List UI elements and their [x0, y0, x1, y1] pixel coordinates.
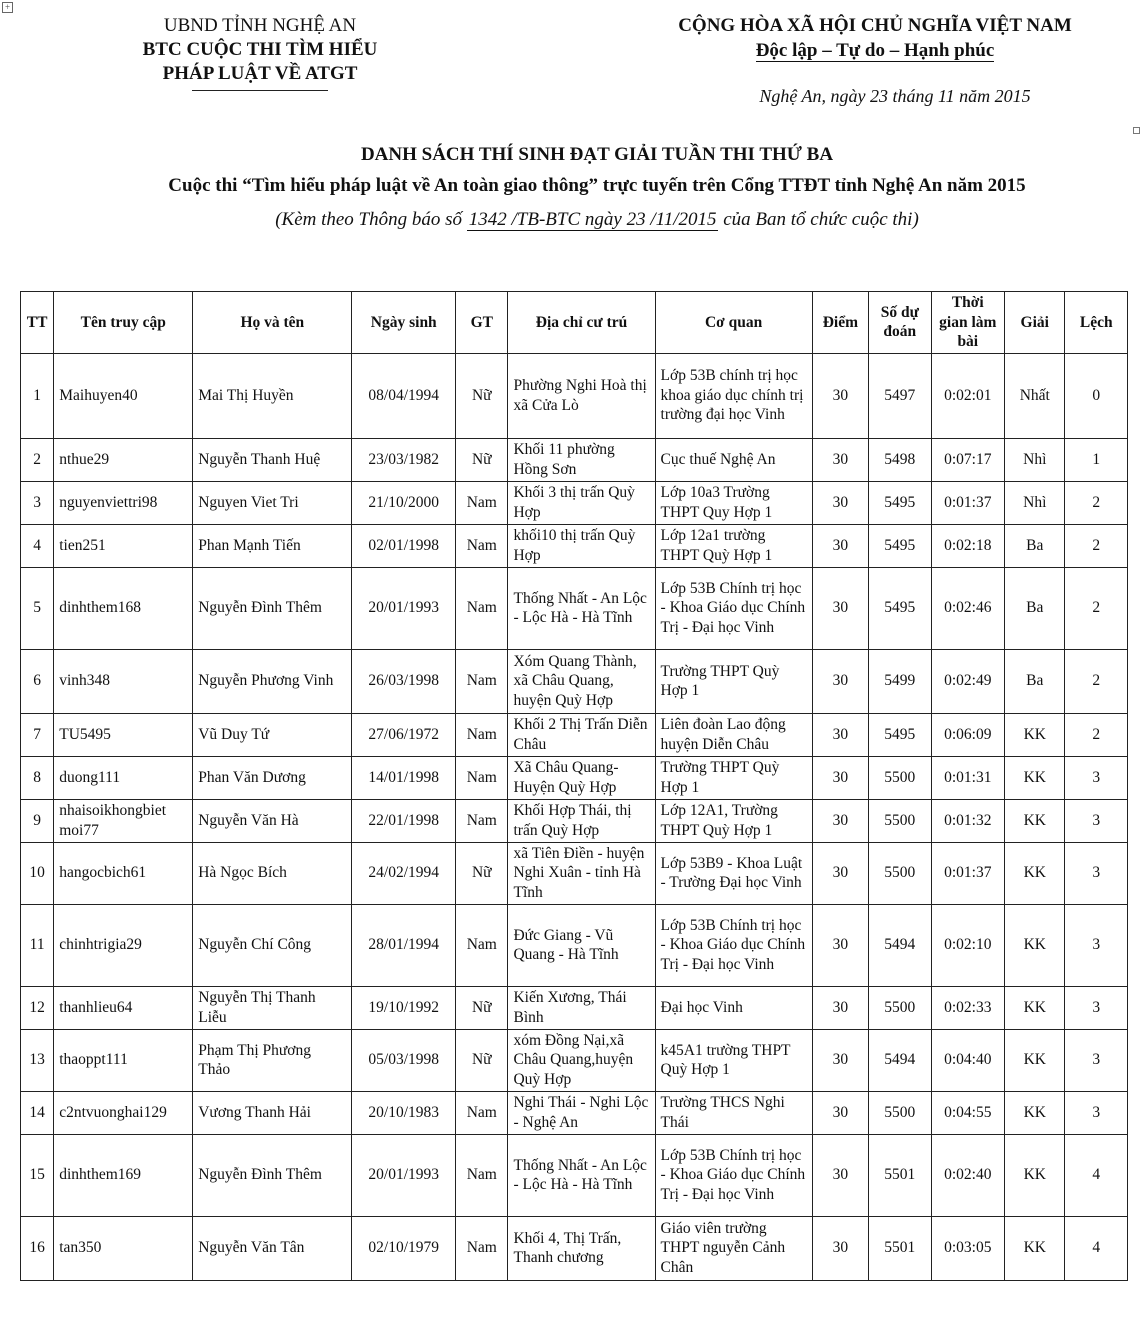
cell-index: 10 — [21, 842, 54, 904]
table-row — [21, 524, 1128, 567]
cell-username: nthue29 — [54, 438, 193, 481]
document-subtitle: Cuộc thi “Tìm hiểu pháp luật về An toàn giao thông” trực tuyến trên Cổng TTĐT tỉnh Nghệ An năm 2015 — [168, 175, 1026, 196]
cell-prediction: 5494 — [869, 1029, 931, 1091]
table-header-row — [21, 292, 1128, 354]
cell-full-name: Nguyễn Thị Thanh Liễu — [193, 986, 352, 1029]
cell-birth-date: 20/01/1993 — [352, 1134, 456, 1216]
table-body — [21, 353, 1128, 1280]
cell-address: Xã Châu Quang- Huyện Quỳ Hợp — [508, 756, 655, 799]
cell-deviation: 2 — [1065, 713, 1128, 756]
cell-prediction: 5495 — [869, 567, 931, 649]
cell-prediction: 5498 — [869, 438, 931, 481]
cell-index: 13 — [21, 1029, 54, 1091]
cell-birth-date: 21/10/2000 — [352, 481, 456, 524]
header-cell: Địa chỉ cư trú — [508, 292, 655, 354]
cell-address: Khối 3 thị trấn Quỳ Hợp — [508, 481, 655, 524]
cell-deviation: 2 — [1065, 649, 1128, 713]
cell-duration: 0:07:17 — [931, 438, 1005, 481]
cell-duration: 0:03:05 — [931, 1216, 1005, 1280]
cell-deviation: 3 — [1065, 756, 1128, 799]
issuer-line-3: PHÁP LUẬT VỀ ATGT — [162, 63, 358, 84]
table-row — [21, 986, 1128, 1029]
cell-index: 5 — [21, 567, 54, 649]
cell-address: Xóm Quang Thành, xã Châu Quang, huyện Quỳ Hợp — [508, 649, 655, 713]
cell-username: hangocbich61 — [54, 842, 193, 904]
cell-prediction: 5500 — [869, 842, 931, 904]
cell-gender: Nam — [456, 481, 508, 524]
header-cell: Giải — [1005, 292, 1065, 354]
cell-prize: KK — [1005, 1091, 1065, 1134]
cell-birth-date: 26/03/1998 — [352, 649, 456, 713]
cell-index: 8 — [21, 756, 54, 799]
cell-duration: 0:01:32 — [931, 799, 1005, 842]
cell-organization: Đại học Vinh — [655, 986, 812, 1029]
cell-index: 11 — [21, 904, 54, 986]
cell-organization: Lớp 12A1, Trường THPT Quỳ Hợp 1 — [655, 799, 812, 842]
cell-prize: Nhì — [1005, 438, 1065, 481]
cell-address: Thống Nhất - An Lộc - Lộc Hà - Hà Tĩnh — [508, 1134, 655, 1216]
cell-address: xóm Đồng Nại,xã Châu Quang,huyện Quỳ Hợp — [508, 1029, 655, 1091]
cell-score: 30 — [812, 713, 868, 756]
cell-deviation: 3 — [1065, 986, 1128, 1029]
cell-username: thanhlieu64 — [54, 986, 193, 1029]
cell-score: 30 — [812, 353, 868, 438]
cell-index: 1 — [21, 353, 54, 438]
move-handle-icon[interactable]: + — [2, 2, 13, 13]
cell-gender: Nam — [456, 799, 508, 842]
cell-prize: Ba — [1005, 649, 1065, 713]
cell-address: Nghi Thái - Nghi Lộc - Nghệ An — [508, 1091, 655, 1134]
cell-username: dinhthem168 — [54, 567, 193, 649]
table-row — [21, 649, 1128, 713]
national-heading — [640, 14, 1110, 64]
table-row — [21, 799, 1128, 842]
cell-duration: 0:04:55 — [931, 1091, 1005, 1134]
cell-username: nhaisoikhongbiet moi77 — [54, 799, 193, 842]
cell-organization: Lớp 53B9 - Khoa Luật - Trường Đại học Vinh — [655, 842, 812, 904]
issuer-block — [110, 14, 410, 91]
cell-full-name: Mai Thị Huyền — [193, 353, 352, 438]
cell-organization: Giáo viên trường THPT nguyễn Cảnh Chân — [655, 1216, 812, 1280]
cell-birth-date: 05/03/1998 — [352, 1029, 456, 1091]
cell-score: 30 — [812, 756, 868, 799]
cell-index: 7 — [21, 713, 54, 756]
cell-address: Kiến Xương, Thái Bình — [508, 986, 655, 1029]
cell-birth-date: 23/03/1982 — [352, 438, 456, 481]
cell-full-name: Phan Văn Dương — [193, 756, 352, 799]
cell-score: 30 — [812, 481, 868, 524]
note-reference: 1342 /TB-BTC ngày 23 /11/2015 — [468, 209, 717, 230]
cell-address: xã Tiên Điền - huyện Nghi Xuân - tỉnh Hà Tĩnh — [508, 842, 655, 904]
cell-address: Khối 11 phường Hồng Sơn — [508, 438, 655, 481]
table-row — [21, 567, 1128, 649]
table-row — [21, 756, 1128, 799]
cell-address: khối10 thị trấn Quỳ Hợp — [508, 524, 655, 567]
cell-full-name: Nguyễn Thanh Huệ — [193, 438, 352, 481]
cell-full-name: Nguyễn Đình Thêm — [193, 1134, 352, 1216]
header-cell: GT — [456, 292, 508, 354]
cell-score: 30 — [812, 524, 868, 567]
cell-prediction: 5500 — [869, 756, 931, 799]
issuer-divider — [192, 90, 328, 91]
cell-deviation: 2 — [1065, 481, 1128, 524]
cell-username: tien251 — [54, 524, 193, 567]
cell-address: Khối 2 Thị Trấn Diễn Châu — [508, 713, 655, 756]
cell-username: vinh348 — [54, 649, 193, 713]
cell-full-name: Nguyễn Văn Tân — [193, 1216, 352, 1280]
cell-prize: Ba — [1005, 567, 1065, 649]
table-row — [21, 1134, 1128, 1216]
cell-prediction: 5495 — [869, 481, 931, 524]
cell-prediction: 5500 — [869, 799, 931, 842]
cell-prediction: 5499 — [869, 649, 931, 713]
cell-duration: 0:06:09 — [931, 713, 1005, 756]
cell-duration: 0:02:01 — [931, 353, 1005, 438]
table-row — [21, 481, 1128, 524]
cell-index: 12 — [21, 986, 54, 1029]
cell-deviation: 1 — [1065, 438, 1128, 481]
cell-duration: 0:01:37 — [931, 842, 1005, 904]
cell-gender: Nam — [456, 1134, 508, 1216]
cell-prize: KK — [1005, 1134, 1065, 1216]
cell-birth-date: 28/01/1994 — [352, 904, 456, 986]
cell-duration: 0:02:40 — [931, 1134, 1005, 1216]
cell-username: Maihuyen40 — [54, 353, 193, 438]
cell-deviation: 2 — [1065, 567, 1128, 649]
cell-prize: Ba — [1005, 524, 1065, 567]
cell-duration: 0:02:49 — [931, 649, 1005, 713]
header-cell: Ngày sinh — [352, 292, 456, 354]
cell-organization: Trường THPT Quỳ Hợp 1 — [655, 649, 812, 713]
cell-organization: Lớp 53B Chính trị học - Khoa Giáo dục Chính Trị - Đại học Vinh — [655, 567, 812, 649]
table-row — [21, 1029, 1128, 1091]
cell-prize: KK — [1005, 904, 1065, 986]
cell-birth-date: 20/10/1983 — [352, 1091, 456, 1134]
cell-prediction: 5500 — [869, 1091, 931, 1134]
cell-score: 30 — [812, 1029, 868, 1091]
cell-organization: Liên đoàn Lao động huyện Diễn Châu — [655, 713, 812, 756]
header-cell: Lệch — [1065, 292, 1128, 354]
cell-prediction: 5500 — [869, 986, 931, 1029]
cell-deviation: 3 — [1065, 799, 1128, 842]
cell-username: chinhtrigia29 — [54, 904, 193, 986]
cell-gender: Nam — [456, 649, 508, 713]
table-row — [21, 353, 1128, 438]
document-title: DANH SÁCH THÍ SINH ĐẠT GIẢI TUẦN THI THỨ BA — [360, 144, 834, 165]
cell-deviation: 3 — [1065, 1029, 1128, 1091]
cell-username: thaoppt111 — [54, 1029, 193, 1091]
cell-full-name: Nguyễn Chí Công — [193, 904, 352, 986]
cell-prize: KK — [1005, 1029, 1065, 1091]
cell-username: duong111 — [54, 756, 193, 799]
cell-birth-date: 14/01/1998 — [352, 756, 456, 799]
cell-prize: KK — [1005, 713, 1065, 756]
national-motto: Độc lập – Tự do – Hạnh phúc — [755, 40, 995, 61]
cell-address: Đức Giang - Vũ Quang - Hà Tĩnh — [508, 904, 655, 986]
cell-birth-date: 08/04/1994 — [352, 353, 456, 438]
cell-prize: KK — [1005, 986, 1065, 1029]
table-row — [21, 1216, 1128, 1280]
cell-organization: Lớp 12a1 trường THPT Quỳ Hợp 1 — [655, 524, 812, 567]
cell-score: 30 — [812, 567, 868, 649]
cell-gender: Nam — [456, 756, 508, 799]
cell-score: 30 — [812, 904, 868, 986]
cell-username: c2ntvuonghai129 — [54, 1091, 193, 1134]
header-cell: Tên truy cập — [54, 292, 193, 354]
results-table — [20, 291, 1128, 1281]
cell-prize: KK — [1005, 1216, 1065, 1280]
cell-gender: Nữ — [456, 842, 508, 904]
cell-username: dinhthem169 — [54, 1134, 193, 1216]
table-row — [21, 904, 1128, 986]
cell-deviation: 3 — [1065, 842, 1128, 904]
cell-duration: 0:02:46 — [931, 567, 1005, 649]
cell-birth-date: 22/01/1998 — [352, 799, 456, 842]
table-row — [21, 842, 1128, 904]
cell-score: 30 — [812, 799, 868, 842]
cell-prediction: 5495 — [869, 713, 931, 756]
cell-birth-date: 27/06/1972 — [352, 713, 456, 756]
header-cell: TT — [21, 292, 54, 354]
cell-organization: Lớp 53B Chính trị học - Khoa Giáo dục Chính Trị - Đại học Vinh — [655, 904, 812, 986]
cell-prediction: 5501 — [869, 1134, 931, 1216]
table-row — [21, 713, 1128, 756]
title-block — [0, 140, 1144, 236]
cell-score: 30 — [812, 1091, 868, 1134]
cell-address: Phường Nghi Hoà thị xã Cửa Lò — [508, 353, 655, 438]
cell-duration: 0:01:37 — [931, 481, 1005, 524]
cell-prize: Nhất — [1005, 353, 1065, 438]
cell-birth-date: 19/10/1992 — [352, 986, 456, 1029]
cell-full-name: Phan Mạnh Tiến — [193, 524, 352, 567]
cell-organization: Cục thuế Nghệ An — [655, 438, 812, 481]
cell-score: 30 — [812, 649, 868, 713]
cell-index: 16 — [21, 1216, 54, 1280]
cell-gender: Nam — [456, 904, 508, 986]
cell-prediction: 5494 — [869, 904, 931, 986]
national-name: CỘNG HÒA XÃ HỘI CHỦ NGHĨA VIỆT NAM — [678, 15, 1072, 36]
cell-prize: KK — [1005, 756, 1065, 799]
cell-prediction: 5501 — [869, 1216, 931, 1280]
cell-organization: Trường THPT Quỳ Hợp 1 — [655, 756, 812, 799]
cell-index: 3 — [21, 481, 54, 524]
cell-deviation: 0 — [1065, 353, 1128, 438]
cell-duration: 0:01:31 — [931, 756, 1005, 799]
note-prefix: (Kèm theo Thông báo số — [275, 209, 467, 230]
cell-score: 30 — [812, 842, 868, 904]
cell-deviation: 4 — [1065, 1134, 1128, 1216]
issuer-line-2: BTC CUỘC THI TÌM HIỂU — [142, 39, 378, 60]
cell-duration: 0:02:10 — [931, 904, 1005, 986]
issuer-line-1: UBND TỈNH NGHỆ AN — [163, 15, 357, 36]
cell-gender: Nữ — [456, 986, 508, 1029]
attachment-note — [0, 204, 1144, 236]
cell-gender: Nam — [456, 567, 508, 649]
header-cell: Số dự đoán — [869, 292, 931, 354]
cell-duration: 0:02:18 — [931, 524, 1005, 567]
cell-deviation: 3 — [1065, 1091, 1128, 1134]
cell-gender: Nam — [456, 524, 508, 567]
cell-username: TU5495 — [54, 713, 193, 756]
cell-organization: Trường THCS Nghi Thái — [655, 1091, 812, 1134]
cell-gender: Nữ — [456, 1029, 508, 1091]
cell-index: 15 — [21, 1134, 54, 1216]
cell-prediction: 5495 — [869, 524, 931, 567]
cell-gender: Nam — [456, 713, 508, 756]
cell-birth-date: 20/01/1993 — [352, 567, 456, 649]
cell-username: nguyenviettri98 — [54, 481, 193, 524]
cell-address: Khối Hợp Thái, thị trấn Quỳ Hợp — [508, 799, 655, 842]
cell-index: 14 — [21, 1091, 54, 1134]
header-cell: Thời gian làm bài — [931, 292, 1005, 354]
cell-gender: Nam — [456, 1216, 508, 1280]
table-row — [21, 1091, 1128, 1134]
cell-birth-date: 02/10/1979 — [352, 1216, 456, 1280]
cell-gender: Nữ — [456, 438, 508, 481]
cell-address: Khối 4, Thị Trấn, Thanh chương — [508, 1216, 655, 1280]
cell-score: 30 — [812, 438, 868, 481]
cell-organization: Lớp 10a3 Trường THPT Quy Hợp 1 — [655, 481, 812, 524]
cell-full-name: Hà Ngọc Bích — [193, 842, 352, 904]
cell-birth-date: 24/02/1994 — [352, 842, 456, 904]
cell-deviation: 2 — [1065, 524, 1128, 567]
resize-handle-icon[interactable] — [1133, 127, 1140, 134]
table-row — [21, 438, 1128, 481]
cell-score: 30 — [812, 986, 868, 1029]
cell-full-name: Nguyễn Văn Hà — [193, 799, 352, 842]
cell-full-name: Phạm Thị Phương Thảo — [193, 1029, 352, 1091]
cell-prediction: 5497 — [869, 353, 931, 438]
header-cell: Điểm — [812, 292, 868, 354]
cell-full-name: Nguyen Viet Tri — [193, 481, 352, 524]
cell-score: 30 — [812, 1216, 868, 1280]
cell-deviation: 4 — [1065, 1216, 1128, 1280]
cell-full-name: Nguyễn Phương Vinh — [193, 649, 352, 713]
note-suffix: của Ban tổ chức cuộc thi) — [718, 209, 919, 230]
cell-organization: Lớp 53B chính trị học khoa giáo dục chính trị trường đại học Vinh — [655, 353, 812, 438]
cell-username: tan350 — [54, 1216, 193, 1280]
cell-index: 9 — [21, 799, 54, 842]
cell-organization: Lớp 53B Chính trị học - Khoa Giáo dục Chính Trị - Đại học Vinh — [655, 1134, 812, 1216]
cell-score: 30 — [812, 1134, 868, 1216]
document-date: Nghệ An, ngày 23 tháng 11 năm 2015 — [759, 86, 1031, 106]
cell-index: 6 — [21, 649, 54, 713]
cell-birth-date: 02/01/1998 — [352, 524, 456, 567]
cell-gender: Nữ — [456, 353, 508, 438]
cell-prize: KK — [1005, 842, 1065, 904]
cell-duration: 0:04:40 — [931, 1029, 1005, 1091]
cell-index: 2 — [21, 438, 54, 481]
cell-full-name: Nguyễn Đình Thêm — [193, 567, 352, 649]
cell-organization: k45A1 trường THPT Quỳ Hợp 1 — [655, 1029, 812, 1091]
cell-gender: Nam — [456, 1091, 508, 1134]
cell-duration: 0:02:33 — [931, 986, 1005, 1029]
header-cell: Cơ quan — [655, 292, 812, 354]
cell-prize: Nhì — [1005, 481, 1065, 524]
cell-deviation: 3 — [1065, 904, 1128, 986]
cell-full-name: Vương Thanh Hải — [193, 1091, 352, 1134]
cell-index: 4 — [21, 524, 54, 567]
cell-prize: KK — [1005, 799, 1065, 842]
header-cell: Họ và tên — [193, 292, 352, 354]
cell-address: Thống Nhất - An Lộc - Lộc Hà - Hà Tĩnh — [508, 567, 655, 649]
cell-full-name: Vũ Duy Tứ — [193, 713, 352, 756]
